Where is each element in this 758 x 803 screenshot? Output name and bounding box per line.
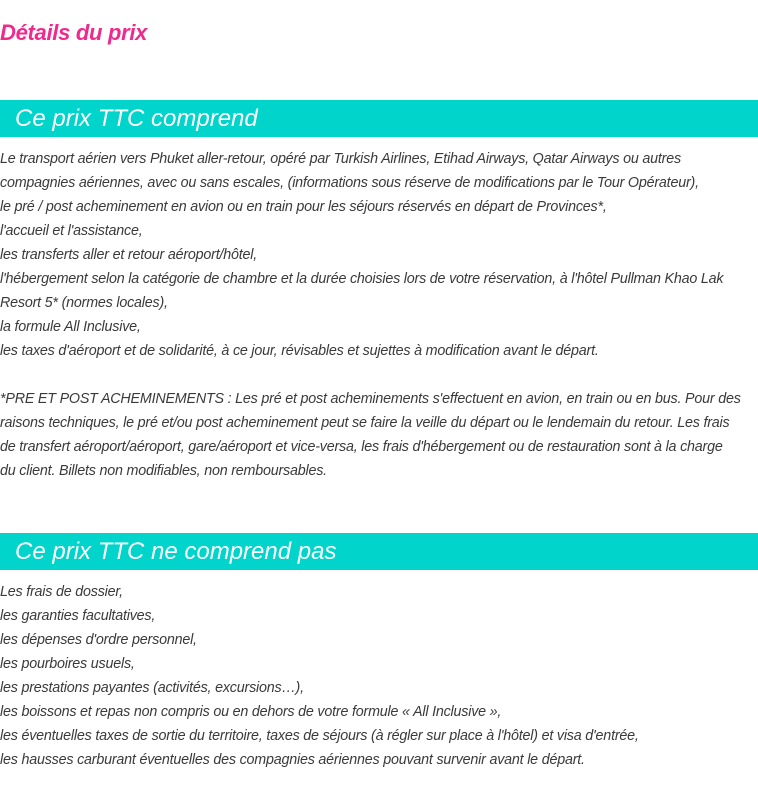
- excluded-section-header: Ce prix TTC ne comprend pas: [0, 533, 758, 570]
- paragraph-gap: [0, 363, 758, 387]
- excluded-section-body: [0, 580, 758, 772]
- pre-post-transport-note: [0, 387, 758, 483]
- page-title: Détails du prix: [0, 20, 148, 45]
- included-item: le pré / post acheminement en avion ou en train pour les séjours réservés en départ de Provinces*,: [0, 199, 607, 215]
- excluded-item: les boissons et repas non compris ou en dehors de votre formule « All Inclusive »,: [0, 704, 502, 720]
- excluded-item: les éventuelles taxes de sortie du territoire, taxes de séjours (à régler sur place à l'hôtel) et visa d'entrée,: [0, 728, 639, 744]
- excluded-item: les hausses carburant éventuelles des compagnies aériennes pouvant survenir avant le départ.: [0, 752, 585, 768]
- excluded-item: les dépenses d'ordre personnel,: [0, 632, 197, 648]
- note-line: de transfert aéroport/aéroport, gare/aéroport et vice-versa, les frais d'hébergement ou de restauration sont à la charge: [0, 439, 723, 455]
- included-item: l'hébergement selon la catégorie de chambre et la durée choisies lors de votre réservation, à l'hôtel Pullman Khao Lak: [0, 271, 724, 287]
- note-line: raisons techniques, le pré et/ou post acheminement peut se faire la veille du départ ou le lendemain du retour. Les frais: [0, 415, 730, 431]
- included-item: Resort 5* (normes locales),: [0, 295, 168, 311]
- included-item: les transferts aller et retour aéroport/hôtel,: [0, 247, 258, 263]
- included-section-header: Ce prix TTC comprend: [0, 100, 758, 137]
- excluded-item: les prestations payantes (activités, excursions…),: [0, 680, 304, 696]
- included-item: Le transport aérien vers Phuket aller-retour, opéré par Turkish Airlines, Etihad Airways, Qatar Airways ou autres: [0, 151, 681, 167]
- included-item: compagnies aériennes, avec ou sans escales, (informations sous réserve de modifications par le Tour Opérateur),: [0, 175, 699, 191]
- excluded-item: Les frais de dossier,: [0, 584, 123, 600]
- excluded-item: les garanties facultatives,: [0, 608, 156, 624]
- note-line: du client. Billets non modifiables, non remboursables.: [0, 463, 327, 479]
- note-line: *PRE ET POST ACHEMINEMENTS : Les pré et post acheminements s'effectuent en avion, en train ou en bus. Pour des: [0, 391, 741, 407]
- excluded-item: les pourboires usuels,: [0, 656, 135, 672]
- included-item: la formule All Inclusive,: [0, 319, 141, 335]
- included-section-body: [0, 147, 758, 483]
- included-item: les taxes d'aéroport et de solidarité, à ce jour, révisables et sujettes à modification avant le départ.: [0, 343, 599, 359]
- included-item: l'accueil et l'assistance,: [0, 223, 143, 239]
